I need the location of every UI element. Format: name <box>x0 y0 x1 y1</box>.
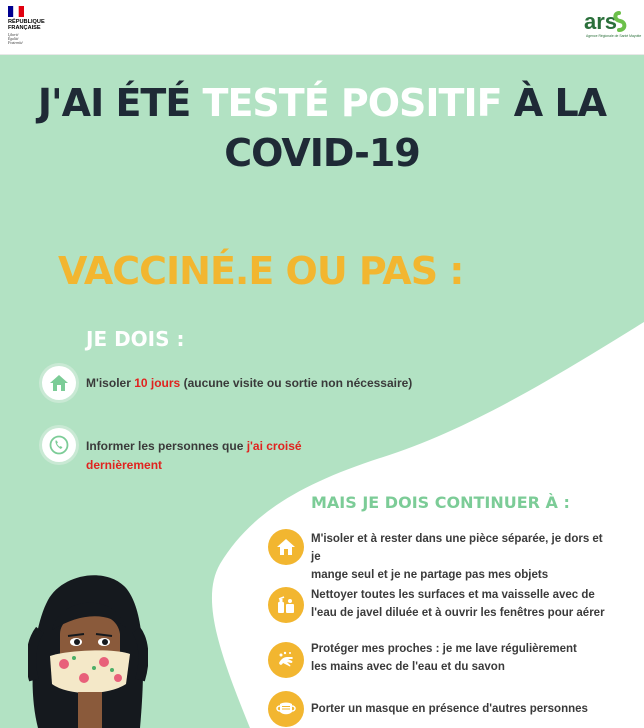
ars-logo-mark <box>584 10 634 34</box>
must-item-inform <box>86 437 302 456</box>
gov-logo-motto: Liberté Égalité Fraternité <box>8 33 23 45</box>
woman-with-mask-illustration <box>28 560 148 728</box>
continue-item-mask-line1: Porter un masque en présence d'autres personnes <box>311 703 588 715</box>
gov-logo <box>8 6 68 45</box>
must-heading: JE DOIS : <box>86 327 185 351</box>
page-title <box>0 78 644 178</box>
continue-item-clean <box>311 586 611 622</box>
continue-item-protect <box>311 640 611 676</box>
must-item-inform-prefix: Informer les personnes que <box>86 439 247 453</box>
header-bar <box>0 0 644 55</box>
flag-icon <box>8 6 24 17</box>
title-part1: J'AI ÉTÉ <box>37 81 203 125</box>
title-line2: COVID-19 <box>224 131 420 175</box>
continue-item-mask <box>311 700 611 718</box>
title-part2: À LA <box>501 81 607 125</box>
must-item-inform-line2: dernièrement <box>86 458 163 472</box>
continue-item-isolate-line2: mange seul et je ne partage pas mes objets <box>311 569 549 581</box>
continue-item-clean-line2: l'eau de javel diluée et à ouvrir les fenêtres pour aérer <box>311 607 605 619</box>
continue-item-protect-line1: Protéger mes proches : je me lave régulièrement <box>311 643 577 655</box>
phone-icon <box>42 428 76 462</box>
house-icon <box>268 529 304 565</box>
must-item-isolate-emphasis: 10 jours <box>134 376 181 390</box>
must-item-isolate <box>86 374 412 393</box>
house-icon <box>42 366 76 400</box>
handwashing-icon <box>268 642 304 678</box>
title-highlight: TESTÉ POSITIF <box>202 81 502 125</box>
cleaning-supplies-icon <box>268 587 304 623</box>
continue-item-isolate <box>311 530 611 584</box>
subtitle: VACCINÉ.E OU PAS : <box>58 249 464 293</box>
agency-logo <box>584 10 642 46</box>
must-item-isolate-suffix: (aucune visite ou sortie non nécessaire) <box>180 376 413 390</box>
ars-logo-subtitle: Agence Régionale de Santé Mayotte <box>586 34 642 38</box>
continue-item-isolate-line1: M'isoler et à rester dans une pièce séparée, je dors et je <box>311 533 603 563</box>
continue-item-clean-line1: Nettoyer toutes les surfaces et ma vaisselle avec de <box>311 589 595 601</box>
face-mask-icon <box>268 691 304 727</box>
gov-logo-name: RÉPUBLIQUE FRANÇAISE <box>8 19 45 31</box>
must-item-inform-emphasis: j'ai croisé <box>246 439 302 453</box>
continue-heading: MAIS JE DOIS CONTINUER À : <box>311 493 570 512</box>
ars-logo-text: ars <box>584 10 618 34</box>
must-item-isolate-prefix: M'isoler <box>86 376 135 390</box>
continue-item-protect-line2: les mains avec de l'eau et du savon <box>311 661 505 673</box>
